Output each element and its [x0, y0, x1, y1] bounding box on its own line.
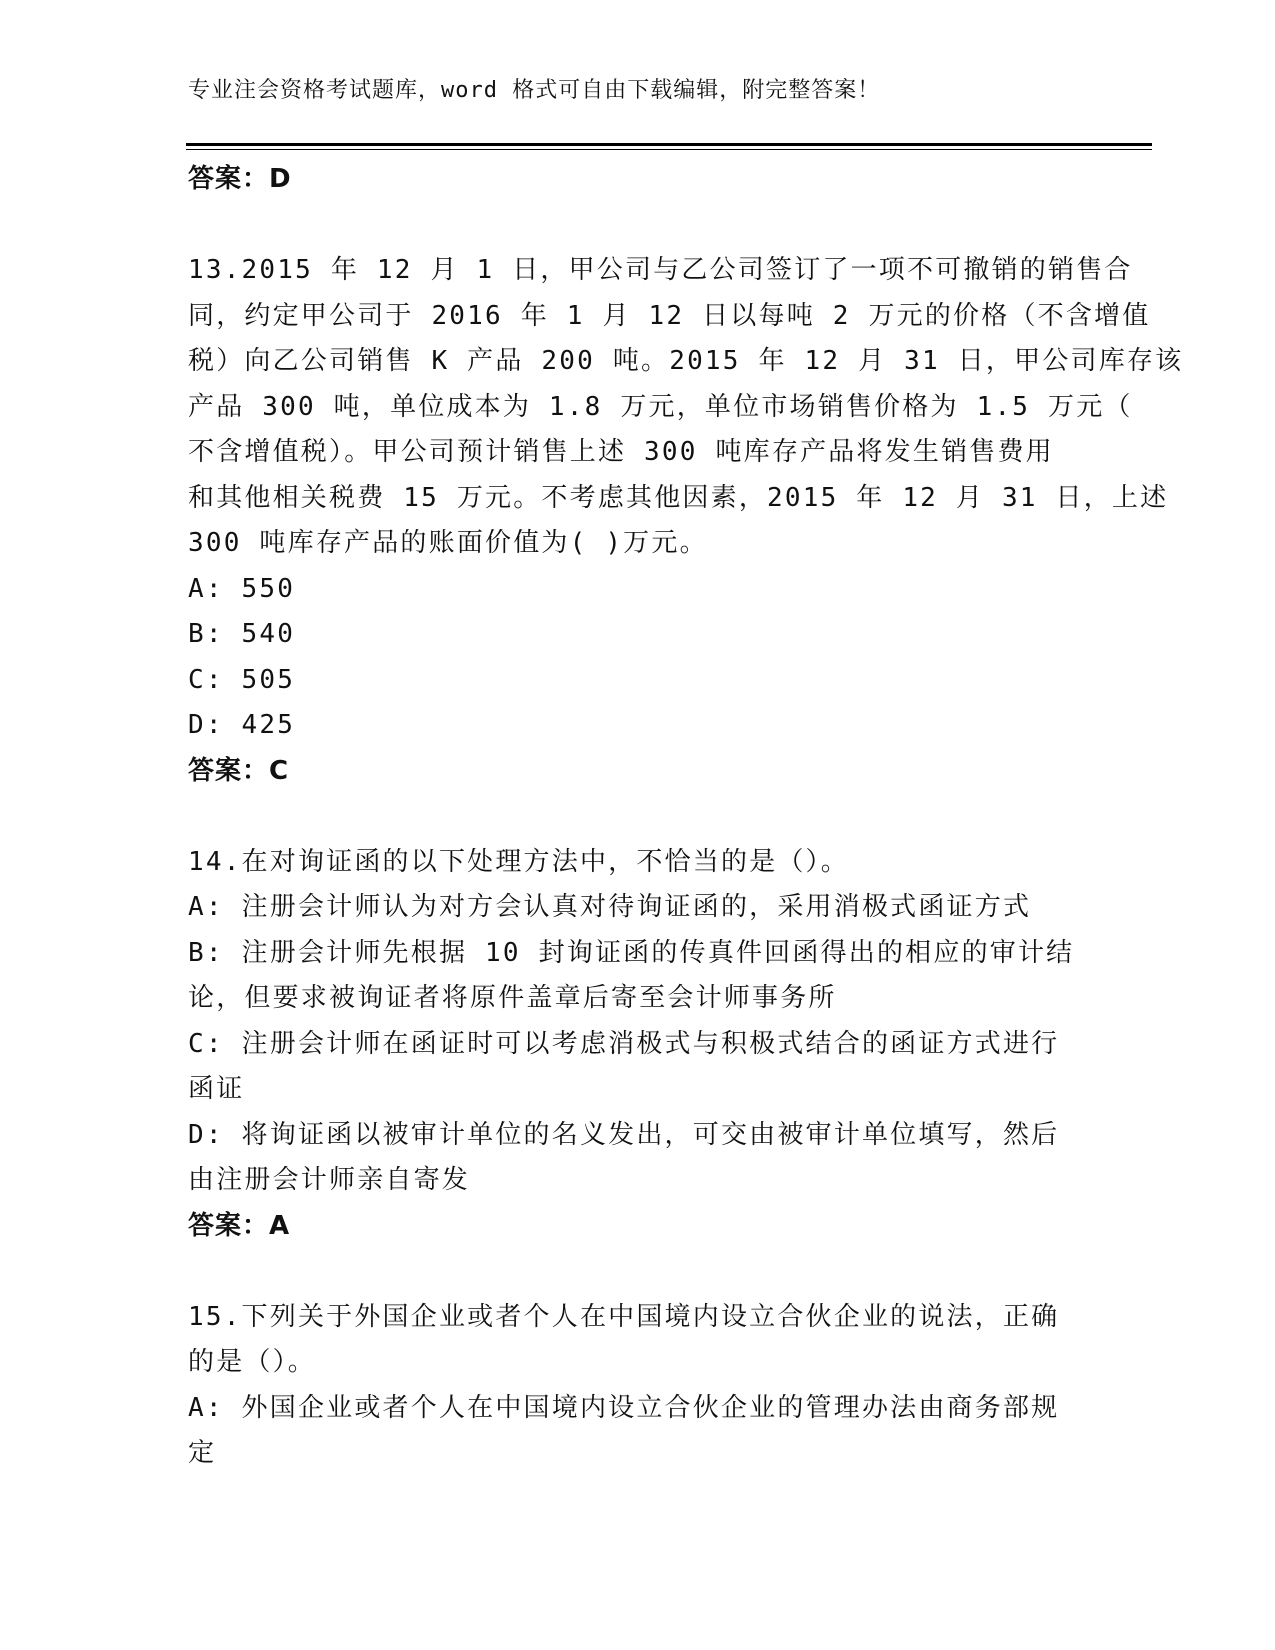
- question-15-option-a: A: 外国企业或者个人在中国境内设立合伙企业的管理办法由商务部规: [188, 1392, 1060, 1423]
- question-15: [188, 1295, 1088, 1477]
- question-13-option-d: D: 425: [188, 710, 296, 740]
- question-14: [188, 840, 1088, 1250]
- question-14-answer: 答案：A: [188, 1210, 291, 1241]
- question-13-option-b: B: 540: [188, 619, 296, 649]
- question-14-option-d: D: 将询证函以被审计单位的名义发出，可交由被审计单位填写，然后: [188, 1119, 1060, 1150]
- question-13-stem-line: 不含增值税）。甲公司预计销售上述 300 吨库存产品将发生销售费用: [188, 437, 1054, 467]
- question-13-stem-line: 同，约定甲公司于 2016 年 1 月 12 日以每吨 2 万元的价格（不含增值: [188, 300, 1151, 331]
- question-15-stem-line: 15.下列关于外国企业或者个人在中国境内设立合伙企业的说法，正确: [188, 1301, 1060, 1332]
- question-14-option-b: B: 注册会计师先根据 10 封询证函的传真件回函得出的相应的审计结: [188, 937, 1075, 968]
- question-13-option-c: C: 505: [188, 664, 296, 695]
- question-13-stem-line: 13.2015 年 12 月 1 日，甲公司与乙公司签订了一项不可撤销的销售合: [188, 255, 1133, 285]
- header-rule-thick: [186, 143, 1152, 146]
- previous-answer: 答案：D: [188, 164, 292, 194]
- spacer: [188, 203, 1088, 249]
- question-14-stem-line: 14.在对询证函的以下处理方法中，不恰当的是（）。: [188, 846, 849, 877]
- question-15-stem-line: 的是（）。: [188, 1347, 317, 1377]
- question-13-answer: 答案：C: [188, 755, 290, 786]
- question-13-stem-line: 产品 300 吨，单位成本为 1.8 万元，单位市场销售价格为 1.5 万元（: [188, 391, 1133, 422]
- question-13-stem-line: 税）向乙公司销售 K 产品 200 吨。2015 年 12 月 31 日，甲公司库存该: [188, 346, 1184, 376]
- question-14-option-b-cont: 论，但要求被询证者将原件盖章后寄至会计师事务所: [188, 983, 837, 1013]
- header-note: 专业注会资格考试题库，word 格式可自由下载编辑，附完整答案！: [188, 78, 881, 103]
- question-13-stem-line: 300 吨库存产品的账面价值为( )万元。: [188, 528, 708, 558]
- question-content: [188, 157, 1184, 1477]
- question-14-option-c-cont: 函证: [188, 1074, 245, 1104]
- spacer: [188, 794, 1088, 840]
- header-rule-thin: [186, 149, 1152, 150]
- question-13-stem-line: 和其他相关税费 15 万元。不考虑其他因素，2015 年 12 月 31 日，上述: [188, 482, 1169, 513]
- question-14-option-a: A: 注册会计师认为对方会认真对待询证函的，采用消极式函证方式: [188, 892, 1032, 922]
- question-14-option-d-cont: 由注册会计师亲自寄发: [188, 1165, 471, 1195]
- question-15-option-a-cont: 定: [188, 1438, 217, 1468]
- question-13-option-a: A: 550: [188, 573, 296, 604]
- question-14-option-c: C: 注册会计师在函证时可以考虑消极式与积极式结合的函证方式进行: [188, 1028, 1060, 1059]
- spacer: [188, 1249, 1088, 1295]
- question-13: [188, 248, 1184, 794]
